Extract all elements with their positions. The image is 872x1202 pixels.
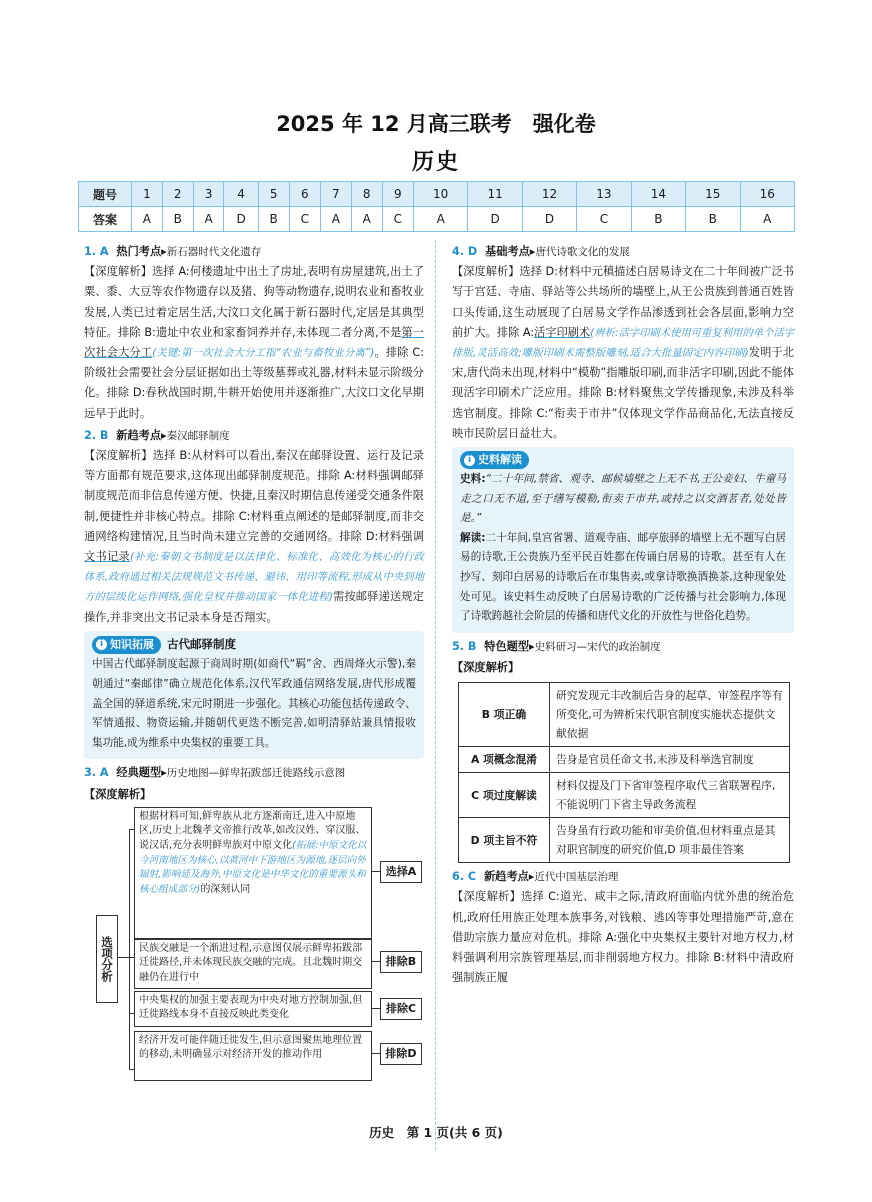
option-key: B 项正确 xyxy=(459,683,550,747)
knowledge-text: 中国古代邮驿制度起源于商周时期(如商代“羁”舍、西周烽火示警),秦朝通过“秦邮律”确立规范化体系,汉代军政通信网络发展,唐代形成覆盖全国的驿道系统,宋元时期进一步强化。其核心功能包括传递政令、军情通报、物资运输,并随朝代更迭不断完善,如明清驿站兼具情报收集功能,成为维系中央集权的重要工具。 xyxy=(92,658,416,749)
q6-topic: 近代中国基层治理 xyxy=(534,871,619,884)
q2-text-2: 需按邮驿递送规定操作,并非突出文书记录本身是否翔实。 xyxy=(84,590,424,624)
q1-header xyxy=(84,242,424,262)
diagram-box-c xyxy=(134,991,372,1027)
exclude-c-label: 排除C xyxy=(380,998,422,1020)
q6-type: 新趋考点 xyxy=(483,870,529,884)
answer-cell: A xyxy=(740,207,795,232)
q3-option-diagram xyxy=(84,807,424,1077)
q3-type: 经典题型 xyxy=(116,766,162,780)
answer-cell: A xyxy=(193,207,224,232)
answer-table xyxy=(78,181,795,232)
q5-topic: 史料研习—宋代的政治制度 xyxy=(534,640,661,653)
diagram-c-text: 中央集权的加强主要表现为中央对地方控制加强,但迁徙路线本身不直接反映此类变化 xyxy=(139,994,363,1021)
q4-header xyxy=(452,242,794,262)
connector-line xyxy=(371,961,380,962)
q1-underlined: 第一次社会大分工 xyxy=(84,325,424,360)
question-number-cell: 10 xyxy=(413,182,467,207)
question-number-cell: 2 xyxy=(162,182,193,207)
diagram-a-note: (拓展:中原文化以今河南地区为核心,以黄河中下游地区为源地,逐层向外辐射,影响延及海外,中原文化是中华文化的重要源头和核心组成部分) xyxy=(139,840,367,895)
q2-number: 2. B xyxy=(84,428,109,442)
answer-cell: B xyxy=(686,207,740,232)
q4-underlined: 活字印刷术 xyxy=(534,325,591,339)
option-row xyxy=(459,773,790,818)
answer-cell: B xyxy=(258,207,289,232)
q1-topic: 新石器时代文化遗存 xyxy=(166,246,262,258)
question-number-cell: 3 xyxy=(193,182,224,207)
q2-header xyxy=(84,426,424,446)
choose-a-label: 选择A xyxy=(380,861,422,883)
interpretation-text xyxy=(460,529,786,627)
option-row xyxy=(459,818,790,863)
question-number-cell: 12 xyxy=(522,182,576,207)
q3-topic: 历史地图—鲜卑拓跋部迁徙路线示意图 xyxy=(166,767,346,780)
q6-number: 6. C xyxy=(452,870,477,884)
answer-row-label: 答案 xyxy=(79,207,132,232)
option-value: 告身是官员任命文书,未涉及科举选官制度 xyxy=(550,747,790,773)
answer-cell: D xyxy=(522,207,576,232)
answer-cell: A xyxy=(132,207,163,232)
question-number-cell: 15 xyxy=(686,182,740,207)
q5-type: 特色题型 xyxy=(484,639,530,653)
option-row xyxy=(459,683,790,747)
q6-header xyxy=(452,867,794,887)
q5-analysis-label: 【深度解析】 xyxy=(452,660,520,674)
question-number-cell: 5 xyxy=(258,182,289,207)
option-row xyxy=(459,747,790,773)
question-number-cell: 11 xyxy=(468,182,522,207)
connector-line xyxy=(371,871,380,872)
q3-number: 3. A xyxy=(84,766,109,780)
answer-cell: C xyxy=(289,207,320,232)
question-number-cell: 4 xyxy=(224,182,258,207)
q4-type: 基础考点 xyxy=(485,245,530,258)
source-text xyxy=(460,470,786,529)
q2-type: 新趋考点 xyxy=(116,428,162,442)
diagram-b-text: 民族交融是一个渐进过程,示意图仅展示鲜卑拓跋部迁徙路径,并未体现民族交融的完成。且北魏时期交融仍在进行中 xyxy=(139,942,363,984)
question-number-cell: 13 xyxy=(577,182,631,207)
source-quote: “二十年间,禁省、观寺、邮候墙壁之上无不书,王公妾妇、牛童马走之口无不道,至于缮写模勒,衔卖于市井,或持之以交酒茗者,处处皆是。” xyxy=(460,473,786,525)
answer-cell: A xyxy=(413,207,467,232)
q4-text-2: 发明于北宋,唐代尚未出现,材料中“模勒”指雕版印刷,而非活字印刷,因此不能体现活字印刷术广泛应用。排除 B:材料聚焦文学传播现象,未涉及科举选官制度。排除 C:“衔卖于市井”仅体现文学作品商品化,无法直接反映市民阶层日益壮大。 xyxy=(452,346,794,440)
page-footer: 历史 第 1 页(共 6 页) xyxy=(369,1125,503,1140)
option-value: 材料仅提及门下省审签程序取代三省联署程序,不能说明门下省主导政务流程 xyxy=(550,773,790,818)
answer-cell: B xyxy=(162,207,193,232)
option-key: D 项主旨不符 xyxy=(459,818,550,863)
answer-cell: D xyxy=(224,207,258,232)
diagram-d-text: 经济开发可能伴随迁徙发生,但示意图聚焦地理位置的移动,未明确显示对经济开发的推动作用 xyxy=(139,1034,363,1061)
q1-note: (关键:第一次社会大分工指“农业与畜牧业分离”) xyxy=(152,347,375,360)
answer-table-number-row xyxy=(79,182,795,207)
exclude-b-label: 排除B xyxy=(380,951,422,973)
q6-analysis: 【深度解析】选择 C:道光、咸丰之际,清政府面临内忧外患的统治危机,政府任用族正处理本族事务,对钱粮、逃凶等事处理措施严苛,意在借助宗族力量应对危机。排除 A:强化中央集权主要针对地方权力,材料强调利用宗族管理基层,而非削弱地方权力。排除 B:材料中清政府强制族正履 xyxy=(452,890,794,985)
answer-cell: C xyxy=(382,207,413,232)
diagram-box-a xyxy=(134,807,372,939)
diagram-box-b xyxy=(134,939,372,989)
q3-header xyxy=(84,763,424,783)
arrow-icon: ▸ xyxy=(528,870,535,884)
source-interpretation-box xyxy=(452,447,794,633)
q2-analysis xyxy=(84,446,424,628)
source-label: 史料: xyxy=(460,473,486,486)
interpretation-body: 二十年间,皇宫省署、道观寺庙、邮亭旅驿的墙壁上无不题写白居易的诗歌,王公贵族乃至平民百姓都在传诵白居易的诗歌。甚至有人在抄写、刻印白居易的诗歌后在市集售卖,或拿诗歌换酒换茶,这种现象处处可见。该史料生动反映了白居易诗歌的广泛传播与社会影响力,体现了诗歌跨越社会阶层的传播和唐代文化的开放性与世俗化趋势。 xyxy=(460,531,786,623)
question-number-cell: 6 xyxy=(289,182,320,207)
number-row-label: 题号 xyxy=(79,182,132,207)
connector-line xyxy=(371,1008,380,1009)
question-number-cell: 16 xyxy=(740,182,795,207)
knowledge-title: 古代邮驿制度 xyxy=(167,636,236,651)
answer-table-answer-row xyxy=(79,207,795,232)
q1-analysis xyxy=(84,262,424,424)
arrow-icon: ▸ xyxy=(529,639,535,653)
arrow-icon: ▸ xyxy=(529,245,536,258)
question-number-cell: 1 xyxy=(132,182,163,207)
q1-number: 1. A xyxy=(84,245,109,258)
q4-number: 4. D xyxy=(452,245,478,258)
q2-text-1: 【深度解析】选择 B:从材料可以看出,秦汉在邮驿设置、运行及记录等方面都有规范要求,这体现出邮驿制度规范。排除 A:材料强调邮驿制度规范而非信息传递方便、快捷,且秦汉时期信息传递受交通条件限制,便捷性并非核心特点。排除 C:材料重点阐述的是邮驿制度,而非交通网络构建情况,且当时尚未建立完善的交通网络。排除 D:材料强调 xyxy=(84,449,424,543)
q2-topic: 秦汉邮驿制度 xyxy=(166,429,230,442)
answer-cell: A xyxy=(351,207,382,232)
column-divider xyxy=(435,240,436,1150)
option-analysis-label: 选项分析 xyxy=(96,915,118,1003)
right-column xyxy=(452,240,794,988)
arrow-icon: ▸ xyxy=(161,428,167,442)
answer-cell: D xyxy=(468,207,522,232)
q5-number: 5. B xyxy=(452,639,477,653)
connector-line xyxy=(371,1053,380,1054)
info-icon: i xyxy=(464,455,475,466)
left-column xyxy=(84,240,424,1077)
arrow-icon: ▸ xyxy=(161,766,167,780)
q4-note: (辨析:活字印刷术使用可重复利用的单个活字排版,灵活高效;雕版印刷术需整版雕刻,适合大批量固定内容印刷) xyxy=(452,326,794,360)
subject-title: 历史 xyxy=(411,150,460,175)
question-number-cell: 8 xyxy=(351,182,382,207)
source-badge-label: 史料解读 xyxy=(478,453,522,467)
diagram-box-d xyxy=(134,1031,372,1081)
arrow-icon: ▸ xyxy=(161,245,167,258)
knowledge-badge-label: 知识拓展 xyxy=(110,637,154,651)
source-badge xyxy=(460,451,529,469)
info-icon: i xyxy=(96,639,107,650)
answer-cell: C xyxy=(577,207,631,232)
q5-option-table xyxy=(458,682,790,863)
q4-text-1: 【深度解析】选择 D:材料中元稹描述白居易诗文在二十年间被广泛书写于宫廷、寺庙、驿站等公共场所的墙壁上,从王公贵族到普通百姓皆口头传诵,这生动展现了白居易文学作品渗透到社会各层面,影响力空前扩大。排除 A: xyxy=(452,265,794,339)
q2-note: (补充:秦朝文书制度是以法律化、标准化、高效化为核心的行政体系,政府通过相关法规规范文书传递、避讳、用印等流程,形成从中央到地方的层级化运作网络,强化皇权并推动国家一体化进程) xyxy=(84,551,424,604)
interpretation-label: 解读: xyxy=(460,531,486,544)
q1-text-1: 【深度解析】选择 A:何楼遗址中出土了房址,表明有房屋建筑,出土了粟、黍、大豆等农作物遗存以及猪、狗等动物遗存,说明农业和畜牧业发展,人类已过着定居生活,大汶口文化属于新石器时代,定居是其典型特征。排除 B:遗址中农业和家畜饲养并存,未体现二者分离,不是 xyxy=(84,265,424,339)
option-key: C 项过度解读 xyxy=(459,773,550,818)
exclude-d-label: 排除D xyxy=(380,1043,422,1065)
question-number-cell: 7 xyxy=(320,182,351,207)
knowledge-badge xyxy=(92,636,161,654)
q5-header xyxy=(452,637,794,657)
diagram-a-text: 根据材料可知,鲜卑族从北方逐渐南迁,进入中原地区,历史上北魏孝文帝推行改革,如改汉姓、穿汉服、说汉话,充分表明鲜卑族对中原文化 xyxy=(139,810,366,852)
option-value: 告身虽有行政功能和审美价值,但材料重点是其对职官制度的研究价值,D 项非最佳答案 xyxy=(550,818,790,863)
knowledge-extension-box xyxy=(84,631,424,760)
question-number-cell: 9 xyxy=(382,182,413,207)
answer-cell: B xyxy=(631,207,685,232)
q3-analysis-label: 【深度解析】 xyxy=(84,787,152,801)
q1-text-2: 。排除 C:阶级社会需要社会分层证据如出土等级墓葬或礼器,材料未显示阶级分化。排除 D:春秋战国时期,牛耕开始使用并逐渐推广,大汶口文化早期远早于此时。 xyxy=(84,346,424,420)
option-key: A 项概念混淆 xyxy=(459,747,550,773)
option-value: 研究发现元丰改制后告身的起草、审签程序等有所变化,可为辨析宋代职官制度实施状态提供文献依据 xyxy=(550,683,790,747)
answer-cell: A xyxy=(320,207,351,232)
q4-analysis xyxy=(452,262,794,444)
diagram-a-tail: 的深刻认同 xyxy=(200,883,251,895)
q2-underlined: 文书记录 xyxy=(84,550,130,564)
q4-topic: 唐代诗歌文化的发展 xyxy=(535,246,630,258)
question-number-cell: 14 xyxy=(631,182,685,207)
exam-title: 2025 年 12 月高三联考 强化卷 xyxy=(276,112,596,136)
q1-type: 热门考点 xyxy=(116,245,162,258)
connector-line xyxy=(129,829,130,1069)
